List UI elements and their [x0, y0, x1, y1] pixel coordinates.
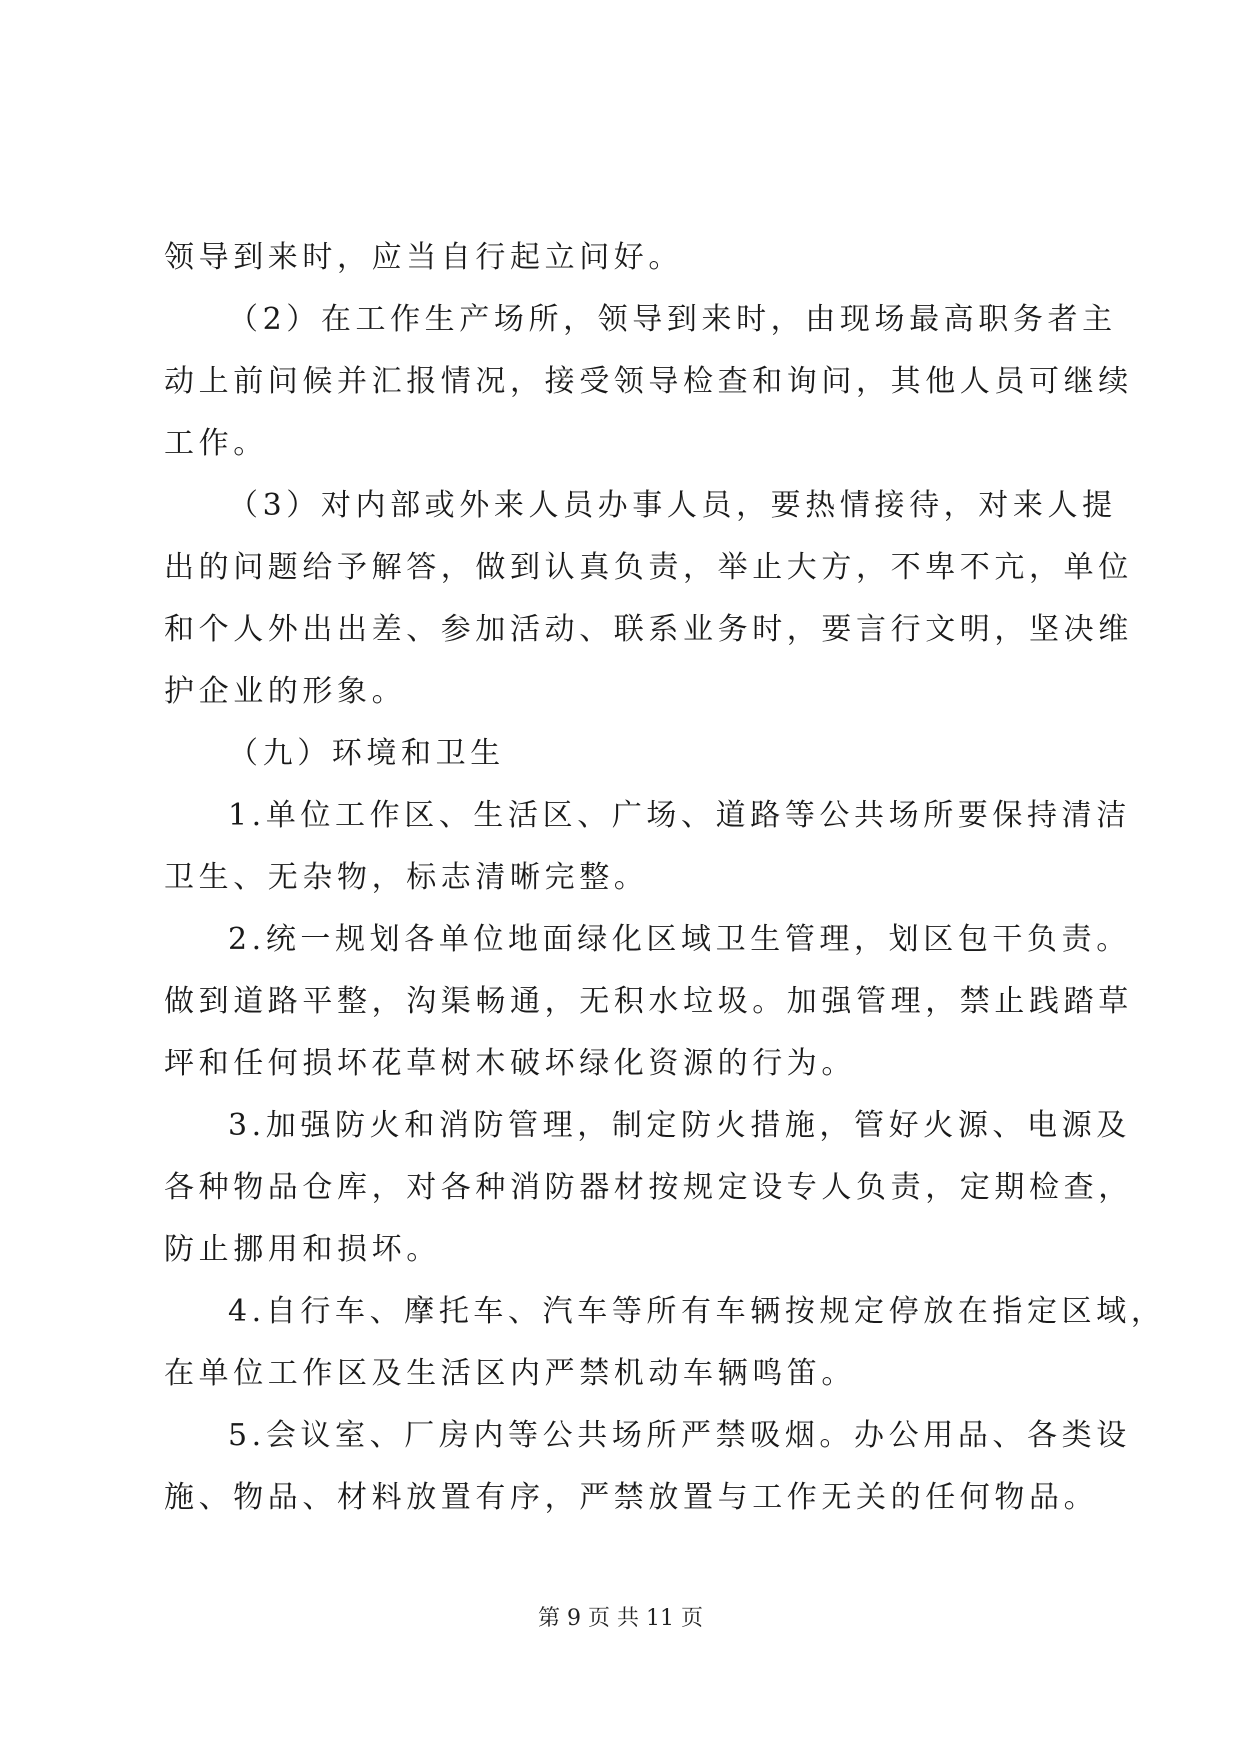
text-line: 工作。	[164, 426, 268, 461]
text-line: 和个人外出出差、参加活动、联系业务时，要言行文明，坚决维	[164, 612, 1133, 647]
text-line: 1.单位工作区、生活区、广场、道路等公共场所要保持清洁	[228, 798, 1131, 833]
text-line: 各种物品仓库，对各种消防器材按规定设专人负责，定期检查，	[164, 1170, 1133, 1205]
section-heading: （九）环境和卫生	[228, 736, 505, 771]
text-line: 4.自行车、摩托车、汽车等所有车辆按规定停放在指定区域，	[228, 1294, 1166, 1329]
text-line: 护企业的形象。	[164, 674, 407, 709]
text-line: 卫生、无杂物，标志清晰完整。	[164, 860, 649, 895]
text-line: 5.会议室、厂房内等公共场所严禁吸烟。办公用品、各类设	[228, 1418, 1131, 1453]
text-line: 在单位工作区及生活区内严禁机动车辆鸣笛。	[164, 1356, 856, 1391]
text-line: 2.统一规划各单位地面绿化区域卫生管理，划区包干负责。	[228, 922, 1131, 957]
text-line: 坪和任何损坏花草树木破坏绿化资源的行为。	[164, 1046, 856, 1081]
page-number-footer: 第 9 页 共 11 页	[538, 1606, 703, 1631]
text-line: 防止挪用和损坏。	[164, 1232, 441, 1267]
text-line: （2）在工作生产场所，领导到来时，由现场最高职务者主	[228, 302, 1117, 337]
text-line: 领导到来时，应当自行起立问好。	[164, 240, 683, 275]
text-line: 做到道路平整，沟渠畅通，无积水垃圾。加强管理，禁止践踏草	[164, 984, 1133, 1019]
text-line: 3.加强防火和消防管理，制定防火措施，管好火源、电源及	[228, 1108, 1131, 1143]
text-line: （3）对内部或外来人员办事人员，要热情接待，对来人提	[228, 488, 1117, 523]
text-line: 动上前问候并汇报情况，接受领导检查和询问，其他人员可继续	[164, 364, 1133, 399]
text-line: 出的问题给予解答，做到认真负责，举止大方，不卑不亢，单位	[164, 550, 1133, 585]
text-line: 施、物品、材料放置有序，严禁放置与工作无关的任何物品。	[164, 1480, 1099, 1515]
